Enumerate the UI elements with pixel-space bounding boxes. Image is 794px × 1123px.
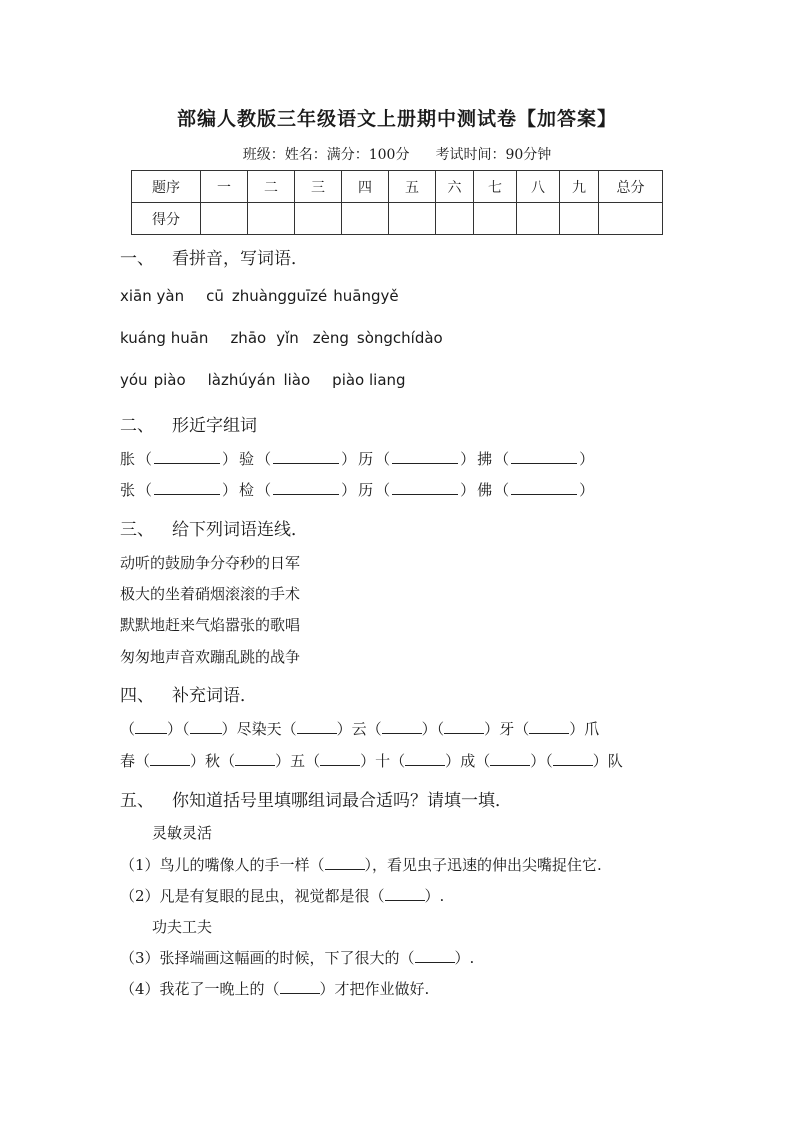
section-heading-5: 五、 你知道括号里填哪组词最合适吗？请填一填． bbox=[120, 791, 512, 811]
score-cell[interactable] bbox=[389, 203, 436, 235]
table-cell: 八 bbox=[517, 171, 560, 203]
buchong-row-1: （ ）（ ）尽染天（ ）云（ ）（ ）牙（ ）爪 bbox=[120, 720, 600, 738]
page-title: 部编人教版三年级语文上册期中测试卷【加答案】 bbox=[176, 108, 617, 130]
question-2: （2）凡是有复眼的昆虫，视觉都是很（ ）. bbox=[120, 887, 445, 905]
pinyin-line-1: xiān yàn cū zhuàngguīzé huāngyě bbox=[120, 287, 399, 305]
answer-blank[interactable] bbox=[273, 480, 339, 495]
answer-blank[interactable] bbox=[415, 948, 455, 963]
answer-blank[interactable] bbox=[405, 751, 445, 766]
table-cell: 总分 bbox=[599, 171, 663, 203]
answer-blank[interactable] bbox=[235, 751, 275, 766]
pinyin-line-3: yóu piào làzhúyán liào piào liang bbox=[120, 371, 406, 389]
score-table-row bbox=[132, 203, 663, 235]
answer-blank[interactable] bbox=[320, 751, 360, 766]
score-cell[interactable] bbox=[599, 203, 663, 235]
table-cell: 五 bbox=[389, 171, 436, 203]
score-cell[interactable] bbox=[342, 203, 389, 235]
word-group-1: 灵敏灵活 bbox=[152, 824, 213, 842]
section-heading-3: 三、 给下列词语连线． bbox=[120, 520, 308, 540]
buchong-row-2: 春（ ）秋（ ）五（ ）十（ ）成（ ）（ ）队 bbox=[120, 752, 623, 770]
answer-blank[interactable] bbox=[490, 751, 530, 766]
exam-time: 考试时间：90分钟 bbox=[435, 147, 552, 163]
list-item: 匆匆地声音欢蹦乱跳的战争 bbox=[120, 648, 301, 666]
table-cell: 一 bbox=[201, 171, 248, 203]
question-4: （4）我花了一晚上的（ ）才把作业做好. bbox=[120, 980, 430, 998]
table-cell: 七 bbox=[474, 171, 517, 203]
table-cell: 九 bbox=[560, 171, 599, 203]
answer-blank[interactable] bbox=[325, 855, 365, 870]
table-cell: 三 bbox=[295, 171, 342, 203]
answer-blank[interactable] bbox=[392, 480, 458, 495]
answer-blank[interactable] bbox=[382, 719, 422, 734]
score-table bbox=[131, 170, 663, 235]
section-heading-2: 二、 形近字组词 bbox=[120, 416, 257, 436]
question-1: （1）鸟儿的嘴像人的手一样（ ），看见虫子迅速的伸出尖嘴捉住它. bbox=[120, 856, 602, 874]
score-cell[interactable] bbox=[436, 203, 474, 235]
score-cell[interactable] bbox=[201, 203, 248, 235]
answer-blank[interactable] bbox=[154, 449, 220, 464]
answer-blank[interactable] bbox=[135, 719, 167, 734]
answer-blank[interactable] bbox=[444, 719, 484, 734]
table-cell: 得分 bbox=[132, 203, 201, 235]
score-cell[interactable] bbox=[248, 203, 295, 235]
answer-blank[interactable] bbox=[150, 751, 190, 766]
word-group-2: 功夫工夫 bbox=[152, 918, 213, 936]
table-cell: 二 bbox=[248, 171, 295, 203]
answer-blank[interactable] bbox=[190, 719, 222, 734]
answer-blank[interactable] bbox=[392, 449, 458, 464]
list-item: 动听的鼓励争分夺秒的日军 bbox=[120, 554, 301, 572]
score-cell[interactable] bbox=[560, 203, 599, 235]
xingjin-row-1: 胀 （ ） 验 （ ） 历 （ ） 拂 （ ） bbox=[120, 450, 595, 468]
answer-blank[interactable] bbox=[385, 886, 425, 901]
xingjin-row-2: 张 （ ） 检 （ ） 历 （ ） 佛 （ ） bbox=[120, 481, 595, 499]
section-heading-4: 四、 补充词语． bbox=[120, 686, 257, 706]
table-cell: 题序 bbox=[132, 171, 201, 203]
answer-blank[interactable] bbox=[529, 719, 569, 734]
score-cell[interactable] bbox=[517, 203, 560, 235]
list-item: 极大的坐着硝烟滚滚的手术 bbox=[120, 585, 301, 603]
class-name-score: 班级：姓名：满分：100分 bbox=[242, 147, 410, 163]
section-heading-1: 一、 看拼音，写词语． bbox=[120, 249, 308, 269]
score-table-header bbox=[132, 171, 663, 203]
table-cell: 四 bbox=[342, 171, 389, 203]
list-item: 默默地赶来气焰嚣张的歌唱 bbox=[120, 616, 301, 634]
answer-blank[interactable] bbox=[154, 480, 220, 495]
answer-blank[interactable] bbox=[297, 719, 337, 734]
pinyin-line-2: kuáng huān zhāo yǐn zèng sòngchídào bbox=[120, 329, 443, 347]
score-cell[interactable] bbox=[474, 203, 517, 235]
answer-blank[interactable] bbox=[511, 480, 577, 495]
table-cell: 六 bbox=[436, 171, 474, 203]
answer-blank[interactable] bbox=[511, 449, 577, 464]
answer-blank[interactable] bbox=[273, 449, 339, 464]
answer-blank[interactable] bbox=[280, 979, 320, 994]
exam-info bbox=[0, 144, 794, 164]
score-cell[interactable] bbox=[295, 203, 342, 235]
answer-blank[interactable] bbox=[553, 751, 593, 766]
question-3: （3）张择端画这幅画的时候，下了很大的（ ）. bbox=[120, 949, 475, 967]
